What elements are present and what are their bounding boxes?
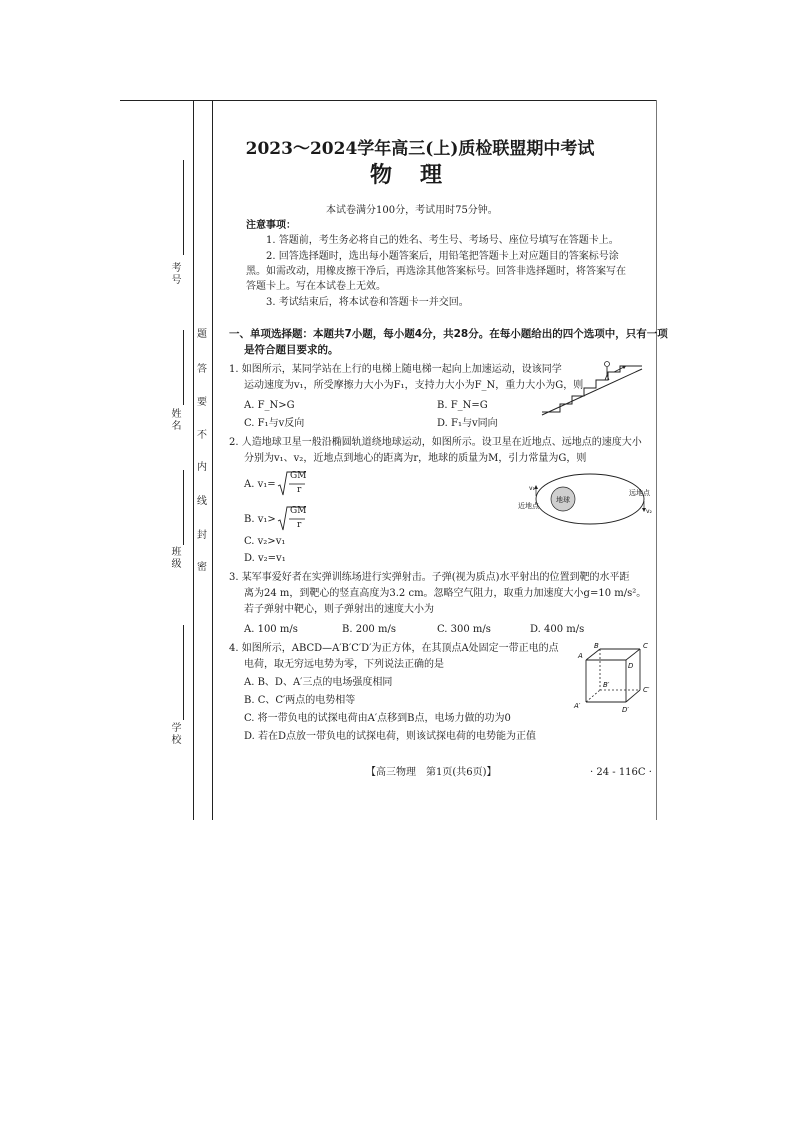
q3-option-b: B. 200 m/s <box>342 624 396 635</box>
q2-stem: 2. 人造地球卫星一般沿椭圆轨道绕地球运动，如图所示。设卫星在近地点、远地点的速度大小 <box>229 437 642 448</box>
seal-char: 不 <box>197 430 207 441</box>
seal-char: 题 <box>197 329 207 340</box>
note-line: 1. 答题前，考生务必将自己的姓名、考生号、考场号、座位号填写在答题卡上。 <box>266 235 619 246</box>
earth-label: 地球 <box>556 496 570 504</box>
frac-numerator: GM <box>290 471 307 481</box>
seal-char: 封 <box>197 530 207 541</box>
seal-char: 答 <box>197 364 207 375</box>
note-line: 答题卡上。写在本试卷上无效。 <box>246 281 386 292</box>
name-field-line <box>183 330 184 405</box>
exam-number-field-line <box>183 160 184 255</box>
note-line: 3. 考试结束后，将本试卷和答题卡一并交回。 <box>266 297 469 308</box>
binding-line-outer <box>193 100 194 820</box>
q1-stem: 1. 如图所示，某同学站在上行的电梯上随电梯一起向上加速运动，设该同学 <box>229 364 562 375</box>
class-field-line <box>183 470 184 545</box>
paper-code: · 24 - 116C · <box>590 767 652 778</box>
q4-stem-cont: 电荷，取无穷远电势为零，下列说法正确的是 <box>244 659 444 670</box>
q3-option-d: D. 400 m/s <box>530 624 585 635</box>
q2-option-c: C. v₂>v₁ <box>244 536 286 547</box>
seal-char: 线 <box>197 496 207 507</box>
q3-stem-cont: 若子弹射中靶心，则子弹射出的速度大小为 <box>244 604 434 615</box>
q4-option-c: C. 将一带负电的试探电荷由A′点移到B点，电场力做的功为0 <box>244 713 511 724</box>
q3-option-a: A. 100 m/s <box>244 624 298 635</box>
vertex-label: D <box>628 662 634 670</box>
cube-figure <box>570 640 660 720</box>
note-line: 2. 回答选择题时，选出每小题答案后，用铅笔把答题卡上对应题目的答案标号涂 <box>266 251 619 262</box>
subject-title: 物理 <box>369 163 470 188</box>
page-footer: 【高三物理 第1页(共6页)】 <box>366 767 497 778</box>
q2-option-a-lhs: A. v₁= <box>244 479 276 490</box>
q4-option-a: A. B、D、A′三点的电场强度相同 <box>244 677 393 688</box>
notes-heading: 注意事项： <box>246 220 296 231</box>
q2-option-b-lhs: B. v₁> <box>244 514 276 525</box>
vertex-label: C′ <box>643 686 650 694</box>
v2-label: v₂ <box>646 508 652 515</box>
q1-option-b: B. F_N=G <box>437 400 488 411</box>
perigee-label: 近地点 <box>518 502 539 510</box>
q1-option-c: C. F₁与v反向 <box>244 418 305 429</box>
school-label: 学校 <box>169 722 180 746</box>
vertex-label: B <box>594 642 599 650</box>
vertex-label: A <box>578 652 583 660</box>
q4-option-b: B. C、C′两点的电势相等 <box>244 695 356 706</box>
q1-option-d: D. F₁与v同向 <box>437 418 498 429</box>
note-line: 黑。如需改动，用橡皮擦干净后，再选涂其他答案标号。回答非选择题时，将答案写在 <box>246 266 626 277</box>
section-heading: 一、单项选择题：本题共7小题，每小题4分，共28分。在每小题给出的四个选项中，只有一项 <box>229 328 668 340</box>
v1-label: v₁ <box>529 485 535 492</box>
apogee-label: 远地点 <box>629 489 650 497</box>
vertex-label: D′ <box>622 706 629 714</box>
score-time-note: 本试卷满分100分，考试用时75分钟。 <box>326 205 498 216</box>
frac-numerator: GM <box>290 506 307 516</box>
name-label: 姓名 <box>169 408 180 432</box>
top-rule <box>120 100 656 101</box>
seal-char: 密 <box>197 562 207 573</box>
frac-denominator: r <box>297 485 302 495</box>
vertex-label: C <box>643 642 648 650</box>
binding-line-inner <box>212 100 213 820</box>
q1-stem-cont: 运动速度为v₁，所受摩擦力大小为F₁，支持力大小为F_N，重力大小为G，则 <box>244 380 584 391</box>
q3-stem: 3. 某军事爱好者在实弹训练场进行实弹射击。子弹(视为质点)水平射出的位置到靶的水平距 <box>229 572 630 583</box>
q2-stem-cont: 分别为v₁、v₂，近地点到地心的距离为r，地球的质量为M，引力常量为G，则 <box>244 453 587 464</box>
q4-option-d: D. 若在D点放一带负电的试探电荷，则该试探电荷的电势能为正值 <box>244 731 537 742</box>
vertex-label: A′ <box>574 702 581 710</box>
q3-stem-cont: 离为24 m，到靶心的竖直高度为3.2 cm。忽略空气阻力，取重力加速度大小g=10 m/s²。 <box>244 588 647 599</box>
exam-number-label: 考号 <box>169 262 180 286</box>
q1-option-a: A. F_N>G <box>244 400 295 411</box>
q4-stem: 4. 如图所示，ABCD—A′B′C′D′为正方体，在其顶点A处固定一带正电的点 <box>229 643 559 654</box>
seal-char: 内 <box>197 462 207 473</box>
vertex-label: B′ <box>603 681 610 689</box>
q2-option-b <box>244 513 276 527</box>
seal-char: 要 <box>197 397 207 408</box>
q2-option-a <box>244 478 276 492</box>
orbit-figure <box>515 468 655 530</box>
section-heading-cont: 是符合题目要求的。 <box>244 344 339 356</box>
exam-title: 2023～2024学年高三(上)质检联盟期中考试 <box>245 139 595 159</box>
frac-denominator: r <box>297 520 302 530</box>
q3-option-c: C. 300 m/s <box>437 624 491 635</box>
school-field-line <box>183 625 184 720</box>
q2-option-d: D. v₂=v₁ <box>244 553 286 564</box>
class-label: 班级 <box>169 546 180 570</box>
escalator-figure <box>538 360 648 416</box>
